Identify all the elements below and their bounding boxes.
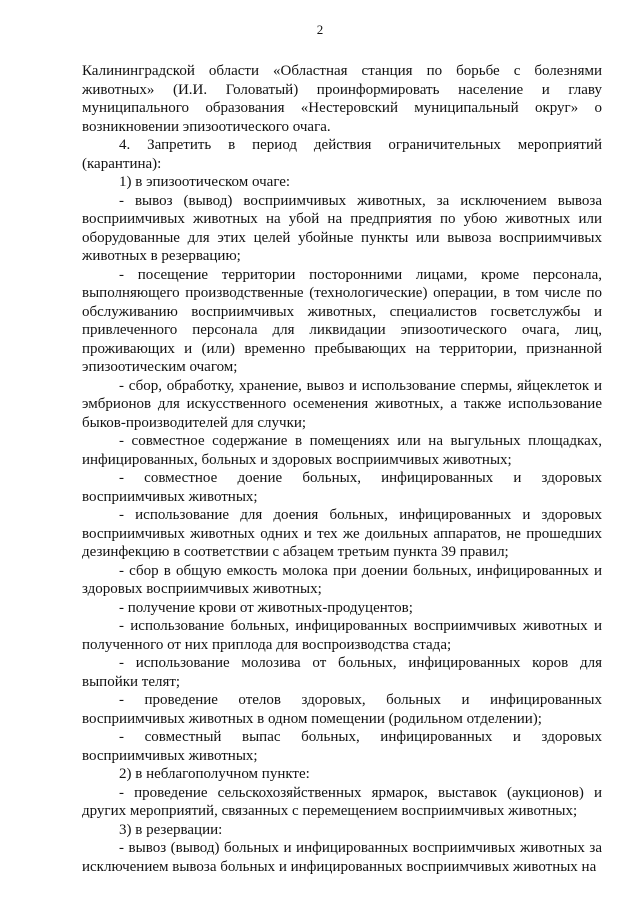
page-number: 2 (316, 22, 324, 37)
paragraph: - вывоз (вывод) больных и инфицированных восприимчивых животных за исключением вывоза больных и инфицированных восприимчивых животных на (82, 840, 602, 875)
paragraph: - сбор, обработку, хранение, вывоз и использование спермы, яйцеклеток и эмбрионов для искусственного осеменения животных, а также использование быков-производителей для случки; (82, 377, 602, 431)
paragraph: 1) в эпизоотическом очаге: (119, 174, 291, 190)
paragraph: - посещение территории посторонними лицами, кроме персонала, выполняющего производственные (технологические) операции, в том числе по обслуживанию восприимчивых животных, специалистов госветслужбы и привлеченного персонала для ликвидации эпизоотического очага, лиц, проживающих и (или) временно пребывающих на территории, признанной эпизоотическим очагом; (82, 266, 602, 375)
paragraph: - совместный выпас больных, инфицированных и здоровых восприимчивых животных; (82, 729, 602, 764)
paragraph: 2) в неблагополучном пункте: (119, 766, 310, 782)
paragraph: - получение крови от животных-продуцентов; (119, 599, 413, 616)
document-body (82, 62, 602, 876)
paragraph: - вывоз (вывод) восприимчивых животных, за исключением вывоза восприимчивых животных на убой на предприятия по убою животных или оборудованные для этих целей убойные пункты или вывоза восприимчивых животных в резервацию; (82, 192, 602, 264)
paragraph: - сбор в общую емкость молока при доении больных, инфицированных и здоровых восприимчивых животных; (82, 562, 602, 597)
paragraph: - использование для доения больных, инфицированных и здоровых восприимчивых животных одних и тех же доильных аппаратов, не прошедших дезинфекцию в соответствии с абзацем третьим пункта 39 правил; (82, 507, 602, 560)
paragraph: - использование больных, инфицированных восприимчивых животных и полученного от них приплода для воспроизводства стада; (82, 618, 602, 653)
paragraph: - проведение сельскохозяйственных ярмарок, выставок (аукционов) и других мероприятий, связанных с перемещением восприимчивых животных; (82, 784, 602, 819)
paragraph: - совместное доение больных, инфицированных и здоровых восприимчивых животных; (82, 470, 602, 505)
paragraph: - совместное содержание в помещениях или на выгульных площадках, инфицированных, больных и здоровых восприимчивых животных; (82, 433, 602, 468)
paragraph: Калининградской области «Областная станция по борьбе с болезнями животных» (И.И. Головатый) проинформировать население и главу муниципального образования «Нестеровский муниципальный округ» о возникновении эпизоотического очага. (82, 63, 602, 135)
paragraph: - проведение отелов здоровых, больных и инфицированных восприимчивых животных в одном помещении (родильном отделении); (82, 692, 602, 727)
paragraph: 4. Запретить в период действия ограничительных мероприятий (карантина): (82, 137, 602, 172)
paragraph: 3) в резервации: (119, 821, 223, 838)
paragraph: - использование молозива от больных, инфицированных коров для выпойки телят; (82, 655, 602, 690)
